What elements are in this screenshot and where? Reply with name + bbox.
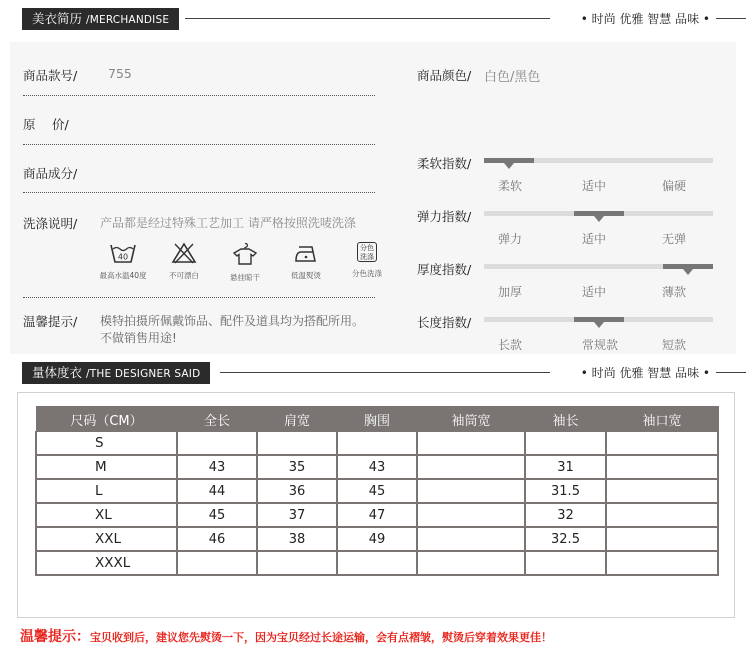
- wash-label: 洗涤说明/: [23, 216, 78, 231]
- color-value: 白色/黑色: [484, 70, 541, 85]
- size-table-header-cell: 袖筒宽: [417, 407, 525, 432]
- meter-track: [484, 317, 713, 322]
- size-name-cell: XXL: [36, 527, 177, 551]
- price-label: 原 价/: [23, 117, 69, 132]
- size-value-cell: [606, 551, 718, 575]
- size-value-cell: 49: [337, 527, 417, 551]
- header-divider: [185, 18, 550, 19]
- size-value-cell: [337, 432, 417, 456]
- tip-line-2: 不做销售用途!: [100, 331, 177, 345]
- table-row: [36, 479, 718, 503]
- meter-option: 长款: [498, 338, 523, 352]
- warm-tip-title: 温馨提示：: [20, 629, 90, 645]
- meter-option: 常规款: [582, 338, 619, 352]
- size-value-cell: 32: [525, 503, 606, 527]
- dotted-divider: [23, 144, 375, 145]
- header-dash: [716, 372, 746, 373]
- meter-option: 薄款: [662, 285, 687, 299]
- no-bleach-icon: [171, 242, 197, 264]
- meter-option: 无弹: [662, 232, 687, 246]
- size-value-cell: [525, 551, 606, 575]
- size-table: [35, 406, 719, 576]
- product-info-panel: [10, 42, 736, 354]
- table-row: [36, 503, 718, 527]
- section-title-en: /MERCHANDISE: [86, 14, 170, 26]
- size-value-cell: [606, 432, 718, 456]
- size-value-cell: [606, 455, 718, 479]
- dotted-divider: [23, 95, 375, 96]
- meter-option: 柔软: [498, 179, 523, 193]
- meter-option: 偏硬: [662, 179, 687, 193]
- meter-option: 弹力: [498, 232, 523, 246]
- meter-option: 适中: [582, 232, 607, 246]
- tip-label: 温馨提示/: [23, 314, 78, 329]
- meter-option: 短款: [662, 338, 687, 352]
- size-value-cell: [257, 551, 337, 575]
- size-value-cell: [337, 551, 417, 575]
- meter-track: [484, 158, 713, 163]
- size-table-header-cell: 袖口宽: [606, 407, 718, 432]
- meter-label: 厚度指数/: [417, 262, 472, 277]
- size-value-cell: [417, 455, 525, 479]
- care-label: 最高水温40度: [99, 271, 147, 280]
- size-value-cell: 36: [257, 479, 337, 503]
- meter-pointer-icon: [594, 322, 604, 328]
- size-value-cell: 43: [177, 455, 257, 479]
- size-value-cell: 43: [337, 455, 417, 479]
- dotted-divider: [23, 192, 375, 193]
- meter-label: 弹力指数/: [417, 209, 472, 224]
- slogan: • 时尚 优雅 智慧 品味 •: [580, 12, 710, 26]
- size-table-header-cell: 袖长: [525, 407, 606, 432]
- low-iron-icon: [293, 242, 319, 264]
- care-label: 悬挂晾干: [230, 273, 260, 282]
- header-dash: [716, 18, 746, 19]
- table-row: [36, 551, 718, 575]
- size-table-header-cell: 肩宽: [257, 407, 337, 432]
- tip-line-1: 模特拍摄所佩戴饰品、配件及道具均为搭配所用。: [100, 314, 365, 328]
- size-name-cell: M: [36, 455, 177, 479]
- size-value-cell: 35: [257, 455, 337, 479]
- dotted-divider: [23, 297, 375, 298]
- size-table-header-cell: 尺码（CM）: [36, 407, 177, 432]
- meter-option: 适中: [582, 285, 607, 299]
- meter-track: [484, 211, 713, 216]
- care-label: 低温熨烫: [291, 271, 321, 280]
- size-value-cell: 44: [177, 479, 257, 503]
- size-value-cell: [177, 432, 257, 456]
- meter-option: 加厚: [498, 285, 523, 299]
- section-header-merchandise: [0, 8, 750, 30]
- meter-pointer-icon: [594, 216, 604, 222]
- size-table-body: [36, 432, 718, 576]
- section-title: [22, 362, 210, 384]
- meter-pointer-icon: [504, 163, 514, 169]
- size-value-cell: [417, 432, 525, 456]
- warm-tip: [20, 626, 552, 646]
- care-wash-40: [93, 242, 153, 281]
- color-label: 商品颜色/: [417, 68, 472, 83]
- size-value-cell: [417, 551, 525, 575]
- size-value-cell: [417, 479, 525, 503]
- style-no-label: 商品款号/: [23, 68, 78, 83]
- section-title-en: /THE DESIGNER SAID: [86, 368, 201, 380]
- table-row: [36, 432, 718, 456]
- size-value-cell: 47: [337, 503, 417, 527]
- meter-option: 适中: [582, 179, 607, 193]
- size-name-cell: L: [36, 479, 177, 503]
- size-table-header-cell: 胸围: [337, 407, 417, 432]
- size-value-cell: 46: [177, 527, 257, 551]
- section-header-designer: [0, 362, 750, 384]
- size-name-cell: XXXL: [36, 551, 177, 575]
- size-value-cell: [257, 432, 337, 456]
- size-name-cell: S: [36, 432, 177, 456]
- wash-text: 产品都是经过特殊工艺加工 请严格按照洗唛洗涤: [100, 216, 356, 230]
- meter-pointer-icon: [683, 269, 693, 275]
- size-value-cell: [606, 503, 718, 527]
- separate-wash-icon: 分色洗涤: [357, 242, 377, 262]
- style-no-value: 755: [108, 66, 132, 81]
- care-no-bleach: [154, 242, 214, 281]
- wash-temp-badge: 40: [117, 252, 129, 262]
- size-value-cell: [525, 432, 606, 456]
- size-value-cell: 37: [257, 503, 337, 527]
- size-table-header: [36, 407, 718, 432]
- header-divider: [220, 372, 550, 373]
- size-value-cell: 45: [177, 503, 257, 527]
- care-separate-wash: [337, 242, 397, 279]
- size-value-cell: 31.5: [525, 479, 606, 503]
- section-title-cn: 量体度衣: [32, 365, 83, 380]
- size-value-cell: 31: [525, 455, 606, 479]
- size-value-cell: [606, 527, 718, 551]
- section-title-cn: 美衣简历: [32, 11, 83, 26]
- size-table-header-cell: 全长: [177, 407, 257, 432]
- size-value-cell: 38: [257, 527, 337, 551]
- table-row: [36, 455, 718, 479]
- warm-tip-text: 宝贝收到后，建议您先熨烫一下，因为宝贝经过长途运输，会有点褶皱，熨烫后穿着效果更佳！: [90, 631, 552, 644]
- care-hang-dry: [215, 242, 275, 283]
- hang-dry-icon: [232, 242, 258, 266]
- size-value-cell: 32.5: [525, 527, 606, 551]
- care-label: 不可漂白: [169, 271, 199, 280]
- material-label: 商品成分/: [23, 166, 78, 181]
- meter-label: 柔软指数/: [417, 156, 472, 171]
- wash-40-icon: [110, 242, 136, 264]
- size-value-cell: [417, 503, 525, 527]
- size-name-cell: XL: [36, 503, 177, 527]
- section-title: [22, 8, 179, 30]
- size-value-cell: [417, 527, 525, 551]
- care-label: 分色洗涤: [352, 269, 382, 278]
- meter-track: [484, 264, 713, 269]
- care-low-iron: [276, 242, 336, 281]
- size-value-cell: [177, 551, 257, 575]
- slogan: • 时尚 优雅 智慧 品味 •: [580, 366, 710, 380]
- size-value-cell: 45: [337, 479, 417, 503]
- meter-label: 长度指数/: [417, 315, 472, 330]
- size-value-cell: [606, 479, 718, 503]
- table-row: [36, 527, 718, 551]
